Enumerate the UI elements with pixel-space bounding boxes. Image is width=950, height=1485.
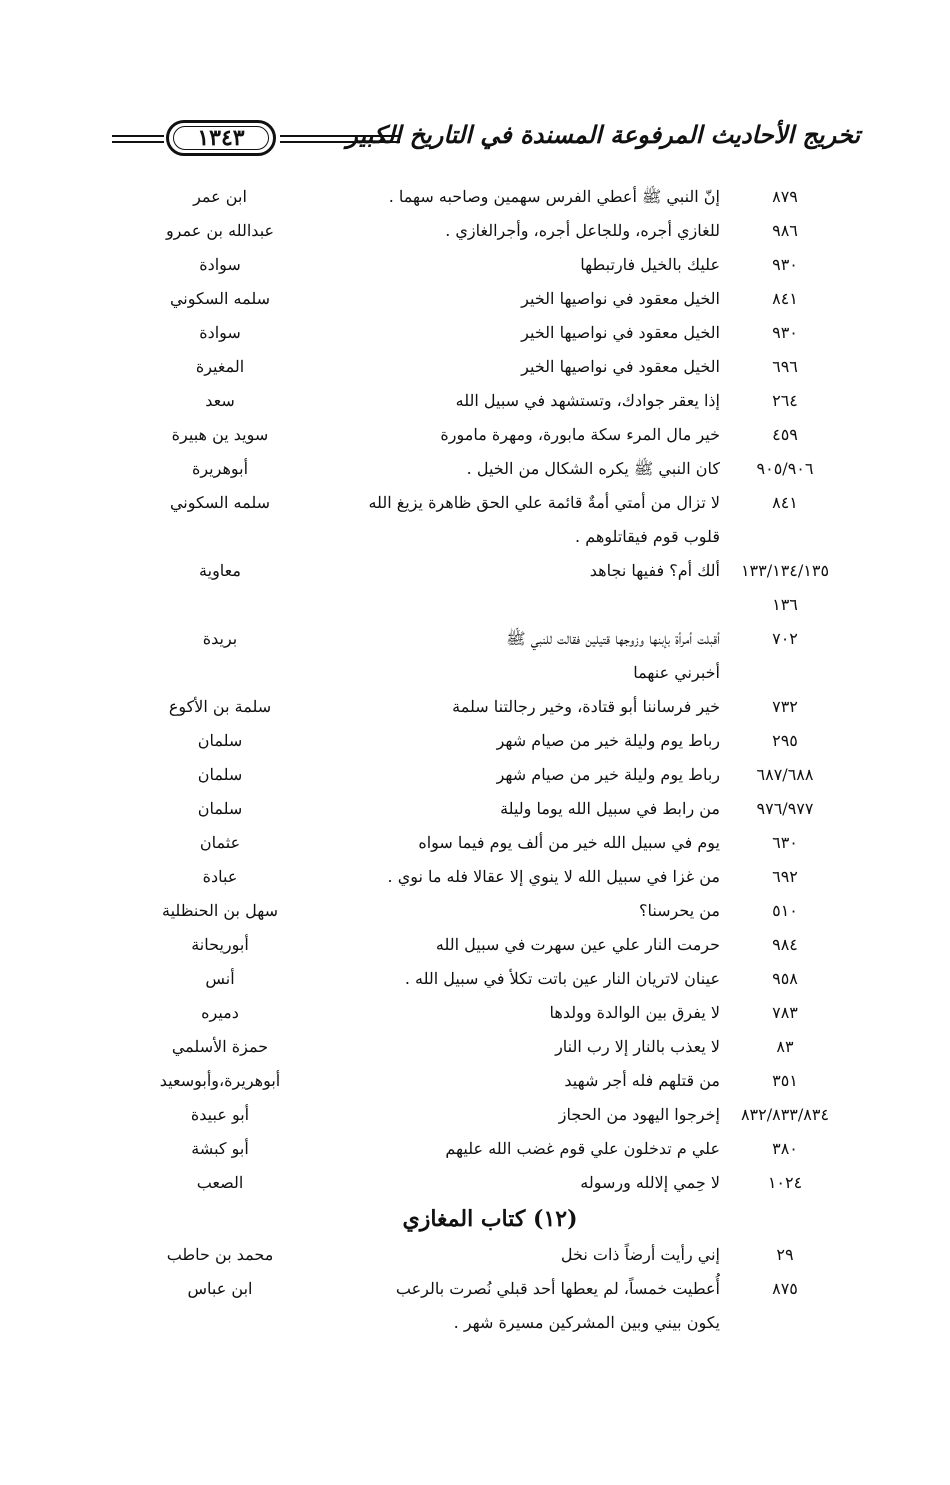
hadith-number: ٦٩٦ [772, 357, 798, 376]
hadith-number: ٢٦٤ [772, 391, 798, 410]
hadith-text: يكون بيني وبين المشركين مسيرة شهر . [453, 1313, 720, 1332]
hadith-number: ٩٠٥/٩٠٦ [756, 459, 814, 478]
hadith-number: ٩٣٠ [772, 255, 798, 274]
table-row [110, 214, 850, 248]
hadith-number: ٩٣٠ [772, 323, 798, 342]
table-row [110, 1272, 850, 1306]
hadith-number: ٢٩ [776, 1245, 794, 1264]
narrator-name: سلمان [197, 765, 243, 784]
hadith-number: ١٣٣/١٣٤/١٣٥ [740, 561, 830, 580]
narrator-name: أبو كبشة [191, 1139, 249, 1158]
hadith-number: ٣٨٠ [772, 1139, 798, 1158]
hadith-text: الخيل معقود في نواصيها الخير [521, 357, 720, 376]
table-row [110, 1132, 850, 1166]
table-row [110, 792, 850, 826]
hadith-text: رباط يوم وليلة خير من صيام شهر [496, 731, 720, 750]
table-row [110, 758, 850, 792]
narrator-name: أبوهريرة،وأبوسعيد [159, 1071, 281, 1090]
section-heading: (١٢) كتاب المغازي [402, 1206, 578, 1232]
narrator-name: عبادة [202, 867, 238, 886]
narrator-name: أبو عبيدة [190, 1105, 250, 1124]
narrator-name: أبوهريرة [191, 459, 249, 478]
hadith-text: رباط يوم وليلة خير من صيام شهر [496, 765, 720, 784]
hadith-text: إني رأيت أرضاً ذات نخل [560, 1245, 720, 1264]
table-row [110, 1030, 850, 1064]
hadith-number: ٤٥٩ [772, 425, 798, 444]
table-row [110, 588, 850, 622]
hadith-text: من غزا في سبيل الله لا ينوي إلا عقالا فله ما نوي . [387, 867, 720, 886]
page-number-badge [166, 120, 276, 156]
hadith-text: خير مال المرء سكة مابورة، ومهرة مامورة [440, 425, 720, 444]
narrator-name: محمد بن حاطب [166, 1245, 274, 1264]
table-row [110, 656, 850, 690]
narrator-name: سوادة [199, 255, 241, 274]
narrator-name: سلمه السكوني [169, 493, 271, 512]
narrator-name: ابن عباس [187, 1279, 253, 1298]
hadith-text: يوم في سبيل الله خير من ألف يوم فيما سواه [418, 833, 720, 852]
table-row [110, 894, 850, 928]
hadith-text: أُعطيت خمساً، لم يعطها أحد قبلي نُصرت بالرعب [395, 1279, 720, 1298]
hadith-text: لا يفرق بين الوالدة وولدها [549, 1003, 720, 1022]
hadith-number: ٧٣٢ [772, 697, 798, 716]
hadith-text: الخيل معقود في نواصيها الخير [521, 323, 720, 342]
hadith-number: ٨٣٢/٨٣٣/٨٣٤ [740, 1105, 830, 1124]
narrator-name [120, 520, 320, 554]
narrator-name: سلمة بن الأكوع [168, 697, 272, 716]
hadith-number: ٩٨٦ [772, 221, 798, 240]
hadith-text: كان النبي ﷺ يكره الشكال من الخيل . [466, 459, 720, 478]
table-row [110, 350, 850, 384]
hadith-text: الخيل معقود في نواصيها الخير [521, 289, 720, 308]
hadith-number: ٦٨٧/٦٨٨ [756, 765, 814, 784]
narrator-name: سهل بن الحنظلية [161, 901, 278, 920]
hadith-number [720, 1306, 850, 1340]
hadith-number: ٨٣ [776, 1037, 794, 1056]
hadith-number: ٨٤١ [772, 493, 798, 512]
hadith-text: حرمت النار علي عين سهرت في سبيل الله [435, 935, 720, 954]
narrator-name: سلمه السكوني [169, 289, 271, 308]
hadith-text [330, 588, 720, 622]
table-row [110, 282, 850, 316]
narrator-name: سوادة [199, 323, 241, 342]
hadith-number: ٦٩٢ [772, 867, 798, 886]
table-row [110, 418, 850, 452]
table-row [110, 520, 850, 554]
narrator-name: أنس [205, 969, 235, 988]
table-row [110, 452, 850, 486]
hadith-number: ٩٥٨ [772, 969, 798, 988]
table-row [110, 316, 850, 350]
hadith-number: ٣٥١ [772, 1071, 798, 1090]
narrator-name: عبدالله بن عمرو [165, 221, 275, 240]
hadith-text: أخبرني عنهما [633, 663, 720, 682]
hadith-text: من قتلهم فله أجر شهيد [564, 1071, 720, 1090]
hadith-text: عليك بالخيل فارتبطها [580, 255, 720, 274]
table-row [110, 1166, 850, 1200]
hadith-number: ٨٧٥ [772, 1279, 798, 1298]
narrator-name: سلمان [197, 799, 243, 818]
table-row [110, 384, 850, 418]
header-rule [112, 141, 164, 143]
narrator-name: حمزة الأسلمي [171, 1037, 269, 1056]
table-row [110, 248, 850, 282]
hadith-text: إذا يعقر جوادك، وتستشهد في سبيل الله [455, 391, 720, 410]
hadith-number: ٧٠٢ [772, 629, 798, 648]
table-row [110, 690, 850, 724]
narrator-name: معاوية [199, 561, 241, 580]
narrator-name [120, 1306, 320, 1340]
hadith-number: ٧٨٣ [772, 1003, 798, 1022]
hadith-number: ٩٨٤ [772, 935, 798, 954]
hadith-text: خير فرساننا أبو قتادة، وخير رجالتنا سلمة [452, 697, 720, 716]
hadith-number: ١٠٢٤ [767, 1173, 803, 1192]
hadith-text: من يحرسنا؟ [638, 901, 720, 920]
running-title: تخريج الأحاديث المرفوعة المسندة في التاريخ الكبير [346, 120, 860, 149]
hadith-number: ٥١٠ [772, 901, 798, 920]
narrator-name: دميره [201, 1003, 239, 1022]
hadith-number: ٢٩٥ [772, 731, 798, 750]
hadith-number: ٦٣٠ [772, 833, 798, 852]
page-header [112, 118, 860, 164]
table-row [110, 180, 850, 214]
hadith-number: ٨٧٩ [772, 187, 798, 206]
narrator-name: سلمان [197, 731, 243, 750]
narrator-name: المغيرة [195, 357, 245, 376]
table-row [110, 486, 850, 520]
hadith-text: لا تزال من أمتي أمةٌ قائمة علي الحق ظاهرة يزيغ الله [368, 493, 720, 512]
hadith-text: للغازي أجره، وللجاعل أجره، وأجرالغازي . [445, 221, 720, 240]
hadith-text: من رابط في سبيل الله يوما وليلة [500, 799, 720, 818]
table-row [110, 1098, 850, 1132]
hadith-number [720, 656, 850, 690]
narrator-name: سعد [205, 391, 235, 410]
hadith-text: إنّ النبي ﷺ أعطي الفرس سهمين وصاحبه سهما . [388, 187, 720, 206]
page-number: ١٣٤٣ [197, 125, 245, 151]
table-row [110, 996, 850, 1030]
hadith-text: قلوب قوم فيقاتلوهم . [575, 527, 720, 546]
table-row [110, 622, 850, 656]
hadith-text: علي م تدخلون علي قوم غضب الله عليهم [445, 1139, 720, 1158]
narrator-name: الصعب [196, 1173, 244, 1192]
narrator-name: عثمان [199, 833, 241, 852]
hadith-number [720, 520, 850, 554]
table-row [110, 928, 850, 962]
hadith-text: لا يعذب بالنار إلا رب النار [555, 1037, 720, 1056]
narrator-name: بريدة [202, 629, 238, 648]
table-row [110, 1306, 850, 1340]
table-row [110, 962, 850, 996]
narrator-name: ابن عمر [193, 187, 247, 206]
table-row [110, 860, 850, 894]
hadith-number: ٩٧٦/٩٧٧ [756, 799, 814, 818]
hadith-text: عينان لاتريان النار عين باتت تكلأ في سبيل الله . [404, 969, 720, 988]
table-row [110, 1064, 850, 1098]
table-row [110, 1238, 850, 1272]
narrator-name: أبوريحانة [191, 935, 249, 954]
narrator-name: سويد ين هبيرة [171, 425, 269, 444]
hadith-text: لا حِمي إلالله ورسوله [580, 1173, 720, 1192]
table-row [110, 826, 850, 860]
hadith-number: ٨٤١ [772, 289, 798, 308]
page-number-frame [173, 126, 269, 150]
hadith-text: إخرجوا اليهود من الحجاز [558, 1105, 720, 1124]
hadith-index-table [110, 180, 850, 1340]
table-row [110, 554, 850, 588]
header-rule [112, 135, 164, 137]
narrator-name [120, 656, 320, 690]
hadith-text: أقبلت أمرأة بإبنها وزوجها قتيلين فقالت للنبي ﷺ [506, 629, 720, 648]
hadith-number: ١٣٦ [772, 595, 798, 614]
table-row [110, 724, 850, 758]
hadith-text: ألك أم؟ ففيها نجاهد [589, 561, 720, 580]
narrator-name [120, 588, 320, 622]
